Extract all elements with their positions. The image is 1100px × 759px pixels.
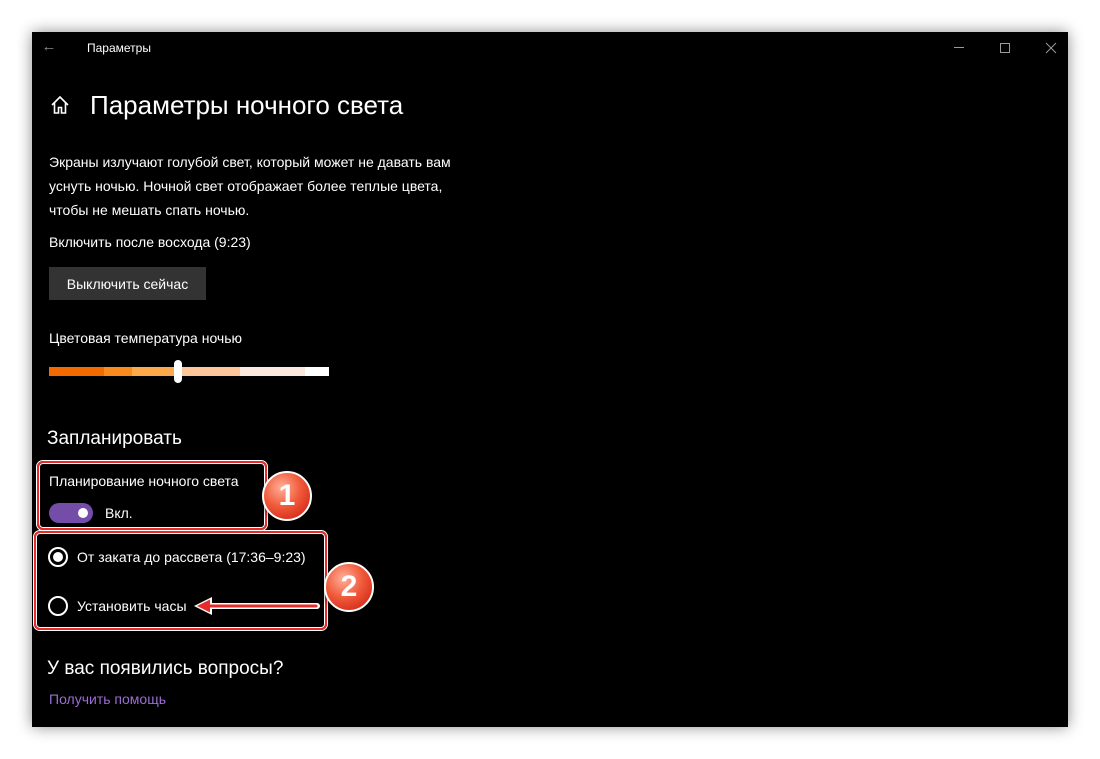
close-button[interactable] [1028, 32, 1068, 64]
annotation-arrow-icon [192, 595, 322, 619]
annotation-badge-1: 1 [262, 471, 312, 521]
slider-segment [49, 367, 104, 376]
maximize-icon [1000, 43, 1010, 53]
set-hours-label[interactable]: Установить часы [77, 598, 187, 614]
sunset-to-sunrise-label[interactable]: От заката до рассвета (17:36–9:23) [77, 549, 306, 565]
night-light-status: Включить после восхода (9:23) [49, 234, 251, 250]
slider-segment [305, 367, 329, 376]
slider-segment [132, 367, 176, 376]
color-temperature-slider-thumb[interactable] [174, 360, 182, 383]
help-section-title: У вас появились вопросы? [47, 658, 284, 679]
annotation-badge-2: 2 [324, 562, 374, 612]
page-title: Параметры ночного света [90, 90, 404, 120]
title-bar [32, 32, 1068, 64]
slider-segment [176, 367, 240, 376]
slider-segment [240, 367, 305, 376]
close-icon [1045, 42, 1057, 54]
maximize-button[interactable] [982, 32, 1028, 64]
annotation-box-1 [37, 461, 267, 530]
home-icon [50, 95, 70, 115]
arrow-left-icon: ← [41, 38, 57, 55]
turn-off-now-button[interactable]: Выключить сейчас [49, 267, 206, 300]
color-temperature-label: Цветовая температура ночью [49, 330, 243, 346]
back-button[interactable] [32, 32, 66, 64]
get-help-link[interactable]: Получить помощь [49, 691, 167, 707]
schedule-toggle-label: Планирование ночного света [49, 473, 239, 489]
page-description: Экраны излучают голубой свет, который может не давать вам уснуть ночью. Ночной свет отображает более теплые цвета, чтобы не мешать спать ночью. [49, 154, 451, 218]
minimize-icon [954, 47, 964, 48]
color-temperature-slider-track[interactable] [49, 367, 329, 376]
minimize-button[interactable] [936, 32, 982, 64]
slider-segment [104, 367, 132, 376]
schedule-section-title: Запланировать [47, 428, 182, 449]
app-title: Параметры [87, 41, 151, 55]
schedule-toggle-state: Вкл. [105, 505, 133, 521]
home-button[interactable] [50, 95, 70, 115]
